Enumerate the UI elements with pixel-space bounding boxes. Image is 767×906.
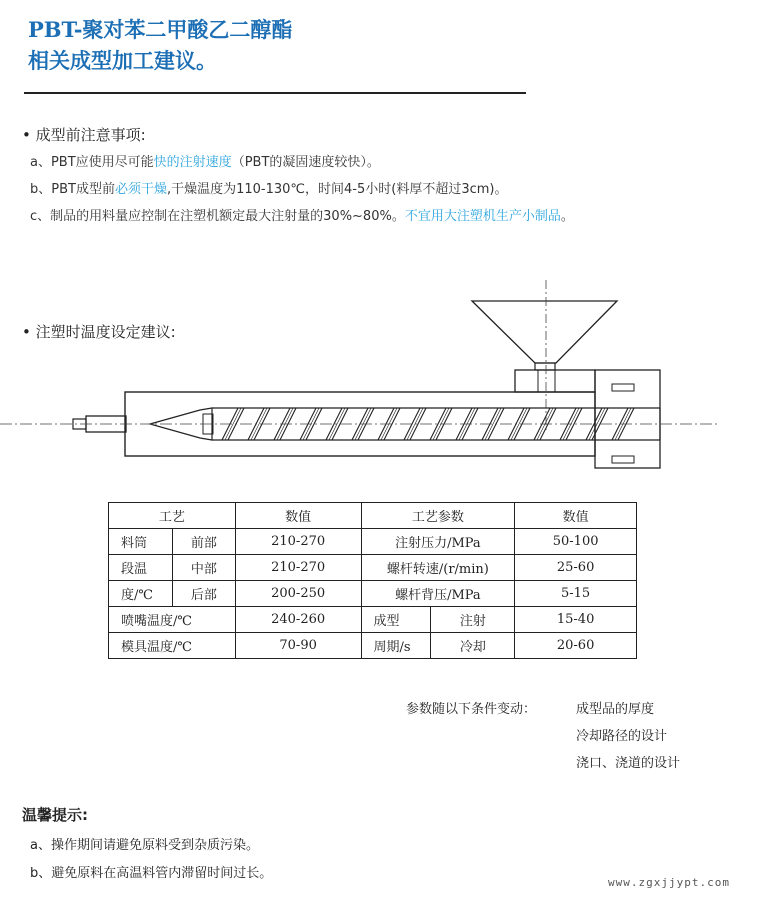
precaution-item-c [30,205,574,224]
table-cell: 模具温度/℃ [109,633,236,659]
table-header-cell: 数值 [235,503,361,529]
precaution-item-a [30,151,380,170]
table-row [109,555,637,581]
table-row [109,529,637,555]
precaution-b-prefix: b、PBT成型前 [30,182,115,197]
table-row [109,633,637,659]
tips-heading: 温馨提示: [22,806,88,824]
table-header-cell: 工艺 [109,503,236,529]
page-title-line2: 相关成型加工建议。 [28,48,217,73]
precaution-a-highlight: 快的注射速度 [153,155,232,170]
tip-item: a、操作期间请避免原料受到杂质污染。 [30,838,259,853]
table-cell: 成型 [361,607,431,633]
rear-slot-bottom [612,456,634,463]
precaution-c-highlight: 不宜用大注塑机生产小制品 [404,209,561,224]
table-cell: 50-100 [515,529,637,555]
table-header-row [109,503,637,529]
table-cell: 200-250 [235,581,361,607]
rear-housing [595,370,660,468]
condition-item: 浇口、浇道的设计 [576,756,681,771]
table-cell: 后部 [172,581,235,607]
precaution-a-suffix: （PBT的凝固速度较快）。 [231,155,380,170]
table-cell: 度/℃ [109,581,173,607]
table-cell: 70-90 [235,633,361,659]
table-cell: 注射 [431,607,515,633]
table-cell: 周期/s [361,633,431,659]
hopper-funnel [472,301,617,363]
table-cell: 25-60 [515,555,637,581]
precaution-c-suffix: 。 [560,209,574,224]
precaution-b-highlight: 必须干燥 [114,182,167,197]
hopper-throat [535,363,555,370]
table-cell: 段温 [109,555,173,581]
section-heading-precautions: • 成型前注意事项: [22,126,146,144]
title-divider [24,92,526,94]
table-cell: 前部 [172,529,235,555]
injection-screw-diagram [0,280,767,500]
table-cell: 中部 [172,555,235,581]
page-title-line1: PBT-聚对苯二甲酸乙二醇酯 [28,17,293,42]
site-watermark-url: www.zgxjjypt.com [608,876,730,889]
precaution-a-prefix: a、PBT应使用尽可能 [30,155,154,170]
table-cell: 210-270 [235,555,361,581]
table-cell: 210-270 [235,529,361,555]
table-cell: 螺杆转速/(r/min) [361,555,515,581]
precaution-item-b [30,178,507,197]
table-cell: 喷嘴温度/℃ [109,607,236,633]
table-cell: 20-60 [515,633,637,659]
table-cell: 料筒 [109,529,173,555]
table-cell: 注射压力/MPa [361,529,515,555]
conditions-lead: 参数随以下条件变动： [406,702,537,717]
process-parameter-table [108,502,637,659]
table-cell: 15-40 [515,607,637,633]
table-header-cell: 工艺参数 [361,503,515,529]
precaution-b-suffix: ,干燥温度为110-130℃，时间4-5小时(料厚不超过3cm)。 [166,182,508,197]
precaution-c-prefix: c、制品的用料量应控制在注塑机额定最大注射量的30%~80%。 [30,209,405,224]
condition-item: 成型品的厚度 [576,702,655,717]
table-cell: 240-260 [235,607,361,633]
rear-slot-top [612,384,634,391]
section-heading-temperature: • 注塑时温度设定建议: [22,323,176,341]
page-title [28,14,548,76]
table-row [109,607,637,633]
condition-item: 冷却路径的设计 [576,729,668,744]
tip-item: b、避免原料在高温料管内滞留时间过长。 [30,866,273,881]
table-cell: 冷却 [431,633,515,659]
table-row [109,581,637,607]
table-cell: 螺杆背压/MPa [361,581,515,607]
table-header-cell: 数值 [515,503,637,529]
table-cell: 5-15 [515,581,637,607]
